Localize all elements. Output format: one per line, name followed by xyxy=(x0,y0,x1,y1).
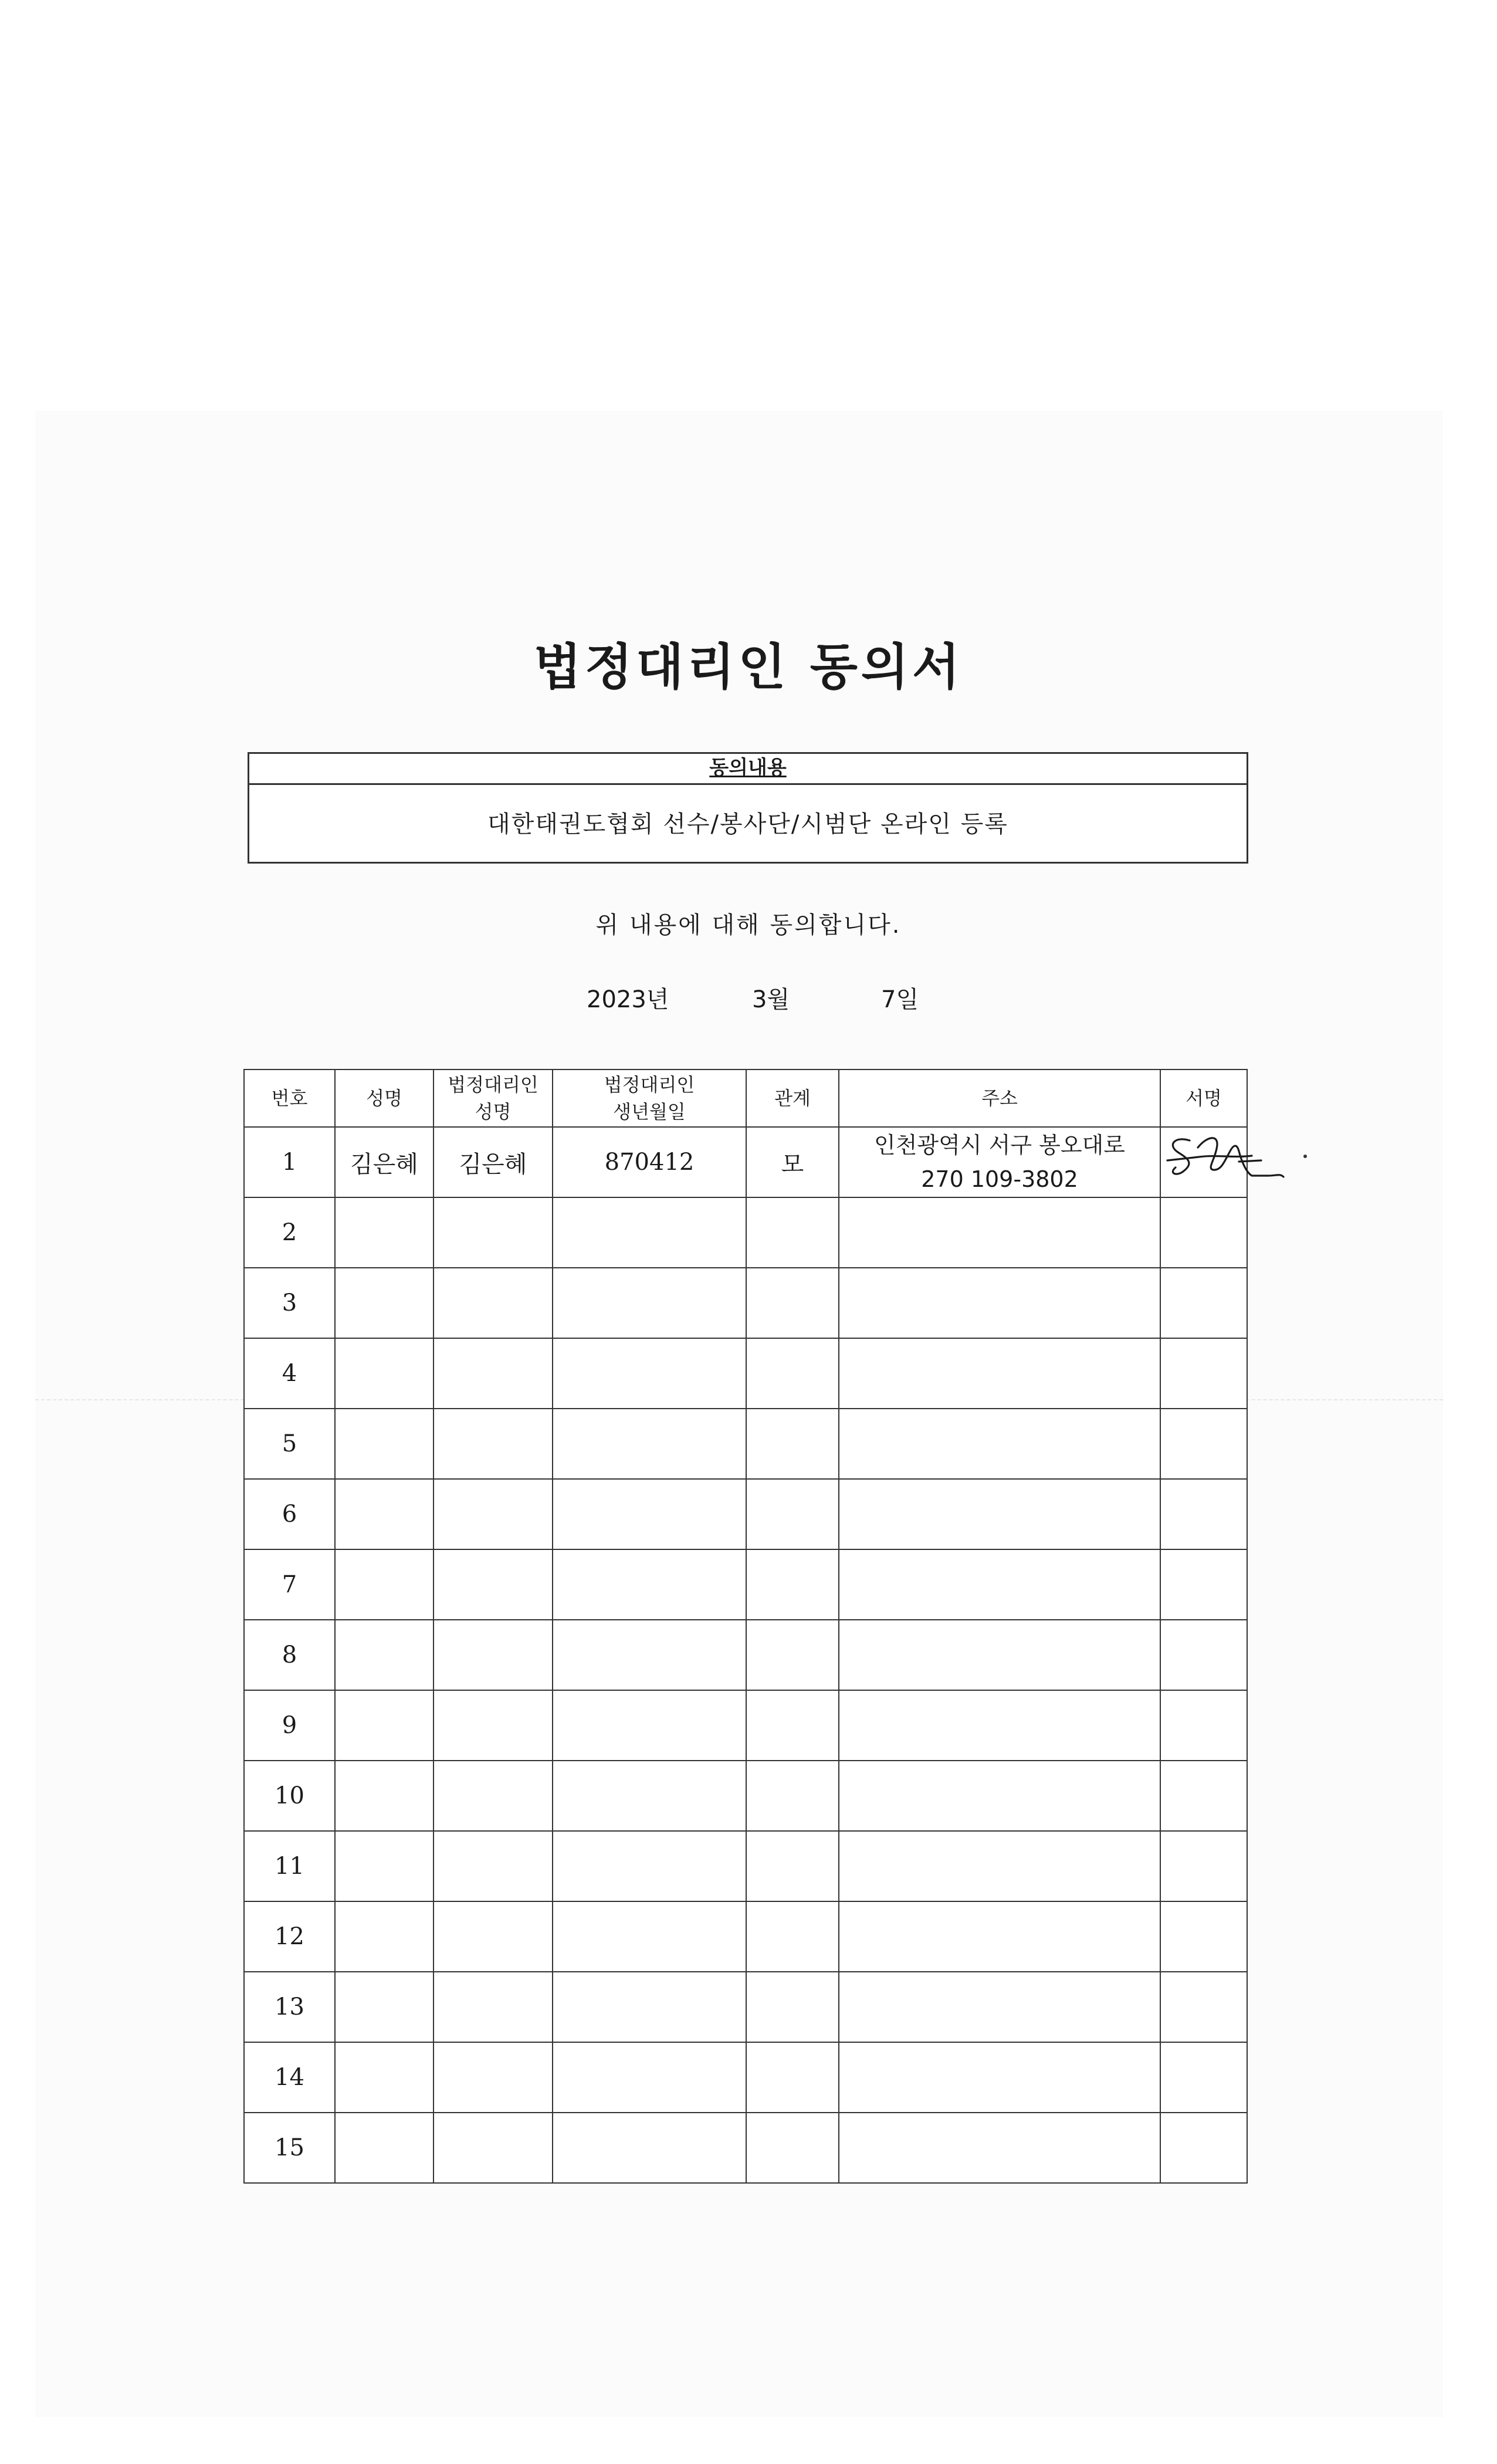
signature-cell xyxy=(1160,1901,1247,1972)
guardian-birth-cell xyxy=(553,1690,746,1761)
table-row xyxy=(244,1690,1247,1761)
name-cell xyxy=(335,2113,433,2183)
signature-cell xyxy=(1160,1690,1247,1761)
header-guardian-birth xyxy=(553,1069,746,1127)
row-number-cell: 1 xyxy=(244,1127,335,1197)
guardian-name-cell xyxy=(433,1831,553,1901)
guardian-name-cell: 김은혜 xyxy=(433,1127,553,1197)
signature-cell xyxy=(1160,2042,1247,2113)
address-cell xyxy=(839,1338,1160,1409)
header-address: 주소 xyxy=(839,1069,1160,1127)
relation-cell xyxy=(746,1761,839,1831)
header-relation: 관계 xyxy=(746,1069,839,1127)
guardian-name-cell xyxy=(433,2042,553,2113)
consent-header-label: 동의내용 xyxy=(709,756,787,780)
agreement-statement: 위 내용에 대해 동의합니다. xyxy=(595,912,902,939)
relation-cell xyxy=(746,1901,839,1972)
header-guardian-name-line1: 법정대리인 xyxy=(448,1074,538,1096)
handwritten-signature-icon xyxy=(1164,1128,1287,1186)
guardian-name-cell xyxy=(433,1197,553,1268)
table-row xyxy=(244,1761,1247,1831)
header-guardian-name xyxy=(433,1069,553,1127)
row-number-cell: 13 xyxy=(244,1972,335,2042)
address-cell xyxy=(839,2042,1160,2113)
name-cell xyxy=(335,1761,433,1831)
address-line-2: 270 109-3802 xyxy=(921,1166,1078,1192)
relation-cell xyxy=(746,1972,839,2042)
guardian-name-cell xyxy=(433,1690,553,1761)
row-number-cell: 7 xyxy=(244,1549,335,1620)
row-number-cell: 14 xyxy=(244,2042,335,2113)
name-cell xyxy=(335,1690,433,1761)
address-cell xyxy=(839,1549,1160,1620)
table-row xyxy=(244,1831,1247,1901)
relation-cell xyxy=(746,2042,839,2113)
name-cell xyxy=(335,1268,433,1338)
date-year: 2023년 xyxy=(587,986,669,1013)
table-row xyxy=(244,2042,1247,2113)
guardian-name-cell xyxy=(433,2113,553,2183)
table-row xyxy=(244,1549,1247,1620)
row-number-cell: 8 xyxy=(244,1620,335,1690)
signature-cell xyxy=(1160,1620,1247,1690)
name-cell xyxy=(335,1549,433,1620)
consent-content: 대한태권도협회 선수/봉사단/시범단 온라인 등록 xyxy=(487,811,1008,838)
guardian-birth-cell xyxy=(553,2113,746,2183)
table-row xyxy=(244,1972,1247,2042)
date-day: 7일 xyxy=(881,986,919,1013)
signature-cell xyxy=(1160,1338,1247,1409)
relation-cell xyxy=(746,1620,839,1690)
row-number-cell: 9 xyxy=(244,1690,335,1761)
relation-cell xyxy=(746,1690,839,1761)
table-row xyxy=(244,1409,1247,1479)
name-cell xyxy=(335,1338,433,1409)
row-number-cell: 15 xyxy=(244,2113,335,2183)
ink-speck xyxy=(1303,1155,1307,1158)
name-cell xyxy=(335,1901,433,1972)
guardian-birth-cell xyxy=(553,1549,746,1620)
signature-cell xyxy=(1160,1268,1247,1338)
table-row xyxy=(244,1620,1247,1690)
guardian-birth-cell xyxy=(553,1761,746,1831)
guardian-name-cell xyxy=(433,1549,553,1620)
guardian-birth-cell xyxy=(553,1409,746,1479)
row-number-cell: 5 xyxy=(244,1409,335,1479)
signature-cell xyxy=(1160,1972,1247,2042)
guardian-birth-cell xyxy=(553,1268,746,1338)
name-cell xyxy=(335,1479,433,1549)
table-row xyxy=(244,1901,1247,1972)
header-guardian-birth-line2: 생년월일 xyxy=(613,1101,686,1123)
name-cell xyxy=(335,1620,433,1690)
name-cell xyxy=(335,1409,433,1479)
relation-cell xyxy=(746,1479,839,1549)
relation-cell xyxy=(746,2113,839,2183)
name-cell xyxy=(335,2042,433,2113)
address-cell xyxy=(839,1901,1160,1972)
row-number-cell: 3 xyxy=(244,1268,335,1338)
date-month: 3월 xyxy=(752,986,790,1013)
guardian-birth-cell xyxy=(553,1620,746,1690)
guardian-name-cell xyxy=(433,1268,553,1338)
consent-box xyxy=(248,752,1248,864)
table-body xyxy=(244,1127,1247,2183)
header-signature: 서명 xyxy=(1160,1069,1247,1127)
address-cell xyxy=(839,1761,1160,1831)
relation-cell xyxy=(746,1409,839,1479)
guardian-birth-cell xyxy=(553,1831,746,1901)
row-number-cell: 4 xyxy=(244,1338,335,1409)
guardian-birth-cell xyxy=(553,1479,746,1549)
address-cell xyxy=(839,1690,1160,1761)
guardian-birth-cell xyxy=(553,1197,746,1268)
guardian-birth-cell xyxy=(553,1338,746,1409)
header-guardian-birth-line1: 법정대리인 xyxy=(604,1074,695,1096)
address-cell xyxy=(839,2113,1160,2183)
guardian-name-cell xyxy=(433,1479,553,1549)
relation-cell xyxy=(746,1197,839,1268)
row-number-cell: 11 xyxy=(244,1831,335,1901)
signature-cell xyxy=(1160,2113,1247,2183)
consent-header xyxy=(249,754,1247,785)
guardian-consent-table xyxy=(243,1069,1248,2184)
address-cell xyxy=(839,1127,1160,1197)
table-header-row xyxy=(244,1069,1247,1127)
signature-cell xyxy=(1160,1479,1247,1549)
header-name: 성명 xyxy=(335,1069,433,1127)
table-row xyxy=(244,1338,1247,1409)
address-cell xyxy=(839,1620,1160,1690)
signature-cell xyxy=(1160,1761,1247,1831)
guardian-birth-cell xyxy=(553,1972,746,2042)
address-cell xyxy=(839,1268,1160,1338)
address-cell xyxy=(839,1197,1160,1268)
guardian-name-cell xyxy=(433,1620,553,1690)
table-row xyxy=(244,1197,1247,1268)
guardian-birth-cell xyxy=(553,2042,746,2113)
address-cell xyxy=(839,1831,1160,1901)
guardian-birth-cell: 870412 xyxy=(553,1127,746,1197)
guardian-name-cell xyxy=(433,1338,553,1409)
guardian-name-cell xyxy=(433,1972,553,2042)
table-row xyxy=(244,2113,1247,2183)
guardian-name-cell xyxy=(433,1409,553,1479)
document-title: 법정대리인 동의서 xyxy=(533,638,964,696)
name-cell: 김은혜 xyxy=(335,1127,433,1197)
relation-cell xyxy=(746,1338,839,1409)
relation-cell xyxy=(746,1831,839,1901)
address-cell xyxy=(839,1972,1160,2042)
relation-cell xyxy=(746,1549,839,1620)
table-row xyxy=(244,1268,1247,1338)
guardian-birth-cell xyxy=(553,1901,746,1972)
name-cell xyxy=(335,1197,433,1268)
row-number-cell: 2 xyxy=(244,1197,335,1268)
guardian-name-cell xyxy=(433,1761,553,1831)
relation-cell xyxy=(746,1268,839,1338)
address-cell xyxy=(839,1479,1160,1549)
header-guardian-name-line2: 성명 xyxy=(475,1101,512,1123)
signature-cell xyxy=(1160,1549,1247,1620)
row-number-cell: 6 xyxy=(244,1479,335,1549)
table-row xyxy=(244,1479,1247,1549)
address-cell xyxy=(839,1409,1160,1479)
signature-cell xyxy=(1160,1197,1247,1268)
guardian-name-cell xyxy=(433,1901,553,1972)
name-cell xyxy=(335,1831,433,1901)
header-number: 번호 xyxy=(244,1069,335,1127)
row-number-cell: 12 xyxy=(244,1901,335,1972)
address-line-1: 인천광역시 서구 봉오대로 xyxy=(874,1132,1125,1158)
table-row xyxy=(244,1127,1247,1197)
row-number-cell: 10 xyxy=(244,1761,335,1831)
signature-cell xyxy=(1160,1409,1247,1479)
signature-cell xyxy=(1160,1831,1247,1901)
relation-cell: 모 xyxy=(746,1127,839,1197)
name-cell xyxy=(335,1972,433,2042)
